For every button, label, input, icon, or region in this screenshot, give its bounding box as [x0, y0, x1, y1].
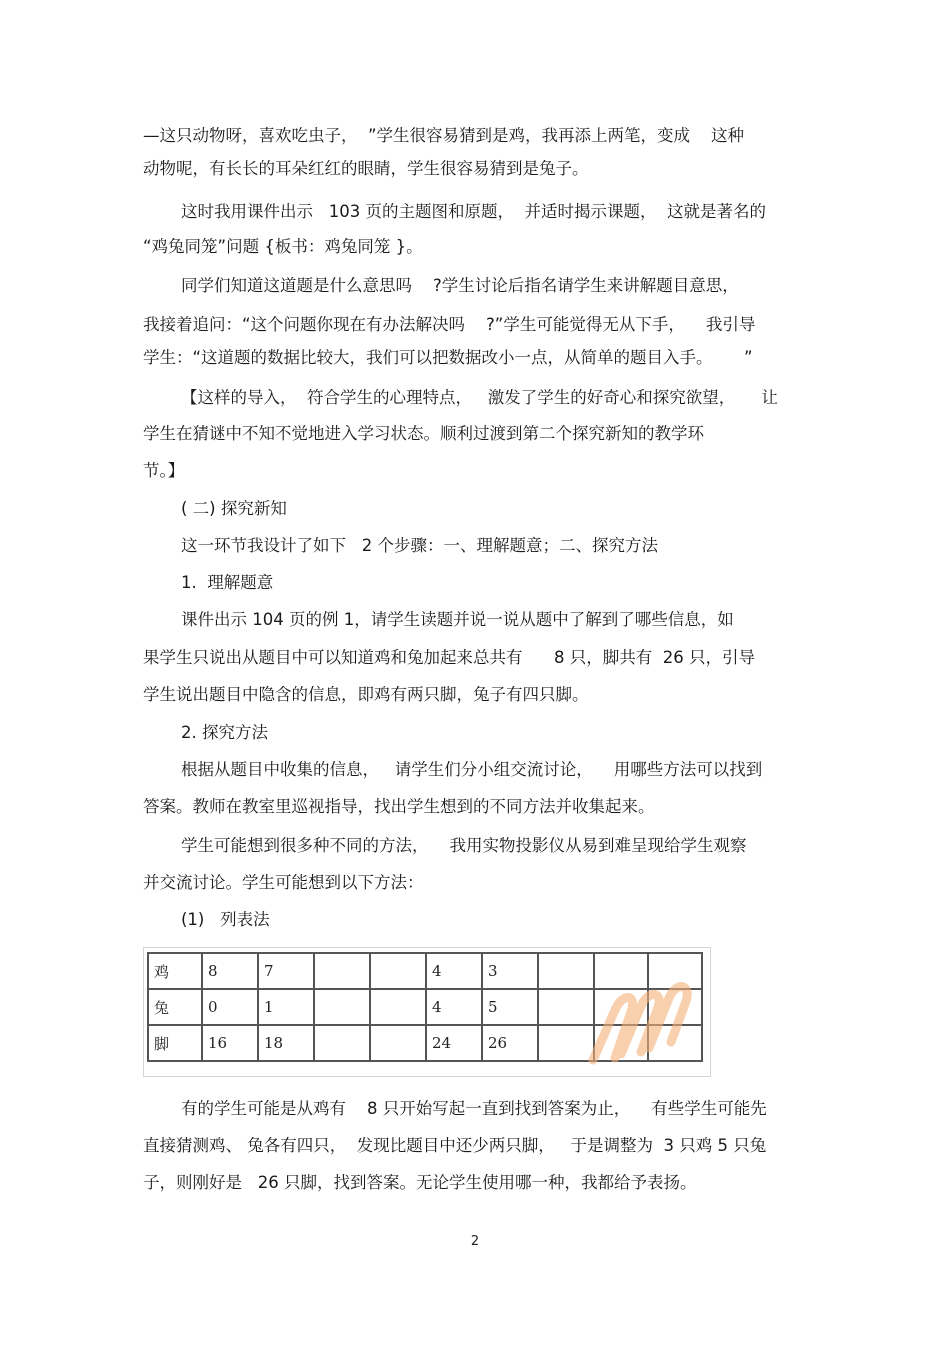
- table-cell: [648, 1025, 702, 1061]
- table-cell: [370, 989, 426, 1025]
- table-cell: [594, 989, 648, 1025]
- table-cell: 26: [482, 1025, 538, 1061]
- body-text-line: 学生说出题目中隐含的信息，即鸡有两只脚，兔子有四只脚。: [143, 685, 589, 704]
- table-cell: 18: [258, 1025, 314, 1061]
- body-text-line: 动物呢，有长长的耳朵红红的眼睛，学生很容易猜到是兔子。: [143, 159, 589, 178]
- subsection-heading: 2. 探究方法: [181, 723, 268, 742]
- subsection-heading: 1. 理解题意: [181, 573, 274, 592]
- body-text-line: 根据从题目中收集的信息， 请学生们分小组交流讨论， 用哪些方法可以找到: [181, 760, 763, 779]
- table-cell: [648, 953, 702, 989]
- table-image: [143, 947, 711, 1077]
- table-cell: 0: [202, 989, 258, 1025]
- table-cell: 4: [426, 953, 482, 989]
- body-text-line: 这一环节我设计了如下 2 个步骤：一、理解题意；二、探究方法: [181, 536, 658, 555]
- page-number: 2: [470, 1234, 480, 1249]
- table-cell: [538, 1025, 594, 1061]
- table-cell: 4: [426, 989, 482, 1025]
- body-text-line: 并交流讨论。学生可能想到以下方法：: [143, 873, 424, 892]
- body-text-line: 【这样的导入， 符合学生的心理特点， 激发了学生的好奇心和探究欲望， 让: [181, 388, 778, 407]
- body-text-line: 节。】: [143, 461, 185, 480]
- table-cell: [314, 989, 370, 1025]
- table-cell: 8: [202, 953, 258, 989]
- body-text-line: 学生：“这道题的数据比较大，我们可以把数据改小一点，从简单的题目入手。 ”: [143, 348, 753, 367]
- table-cell: [594, 1025, 648, 1061]
- body-text-line: 果学生只说出从题目中可以知道鸡和兔加起来总共有 8 只，脚共有 26 只，引导: [143, 648, 755, 667]
- row-label-cell: 兔: [148, 989, 202, 1025]
- table-row-chicken: [148, 953, 702, 989]
- table-row-feet: [148, 1025, 702, 1061]
- body-text-line: 学生在猜谜中不知不觉地进入学习状态。顺利过渡到第二个探究新知的教学环: [143, 424, 704, 443]
- table-cell: 1: [258, 989, 314, 1025]
- row-label-cell: 鸡: [148, 953, 202, 989]
- body-text-line: 课件出示 104 页的例 1，请学生读题并说一说从题中了解到了哪些信息，如: [181, 610, 734, 629]
- table-cell: [314, 1025, 370, 1061]
- body-text-line: 子，则刚好是 26 只脚，找到答案。无论学生使用哪一种，我都给予表扬。: [143, 1173, 697, 1192]
- table-cell: [538, 989, 594, 1025]
- table-cell: [314, 953, 370, 989]
- table-cell: [370, 1025, 426, 1061]
- table-row-rabbit: [148, 989, 702, 1025]
- row-label-cell: 脚: [148, 1025, 202, 1061]
- table-cell: [370, 953, 426, 989]
- table-cell: 24: [426, 1025, 482, 1061]
- body-text-line: 同学们知道这道题是什么意思吗 ?学生讨论后指名请学生来讲解题目意思，: [181, 276, 739, 295]
- body-text-line: —这只动物呀，喜欢吃虫子， ”学生很容易猜到是鸡，我再添上两笔，变成 这种: [143, 126, 745, 145]
- table-cell: 16: [202, 1025, 258, 1061]
- table-cell: 3: [482, 953, 538, 989]
- table-cell: 5: [482, 989, 538, 1025]
- body-text-line: 我接着追问：“这个问题你现在有办法解决吗 ?”学生可能觉得无从下手， 我引导: [143, 315, 756, 334]
- list-method-heading: (1) 列表法: [181, 910, 270, 929]
- body-text-line: 直接猜测鸡、 兔各有四只， 发现比题目中还少两只脚， 于是调整为 3 只鸡 5 只兔: [143, 1136, 767, 1155]
- table-cell: 7: [258, 953, 314, 989]
- body-text-line: 学生可能想到很多种不同的方法， 我用实物投影仪从易到难呈现给学生观察: [181, 836, 747, 855]
- section-heading: ( 二) 探究新知: [181, 499, 287, 518]
- table-cell: [594, 953, 648, 989]
- body-text-line: 这时我用课件出示 103 页的主题图和原题， 并适时揭示课题， 这就是著名的: [181, 202, 766, 221]
- body-text-line: 有的学生可能是从鸡有 8 只开始写起一直到找到答案为止， 有些学生可能先: [181, 1099, 767, 1118]
- body-text-line: 答案。教师在教室里巡视指导，找出学生想到的不同方法并收集起来。: [143, 797, 655, 816]
- table-cell: [648, 989, 702, 1025]
- table-cell: [538, 953, 594, 989]
- list-table: [147, 952, 703, 1062]
- body-text-line: “鸡兔同笼”问题 {板书：鸡兔同笼 }。: [143, 237, 423, 256]
